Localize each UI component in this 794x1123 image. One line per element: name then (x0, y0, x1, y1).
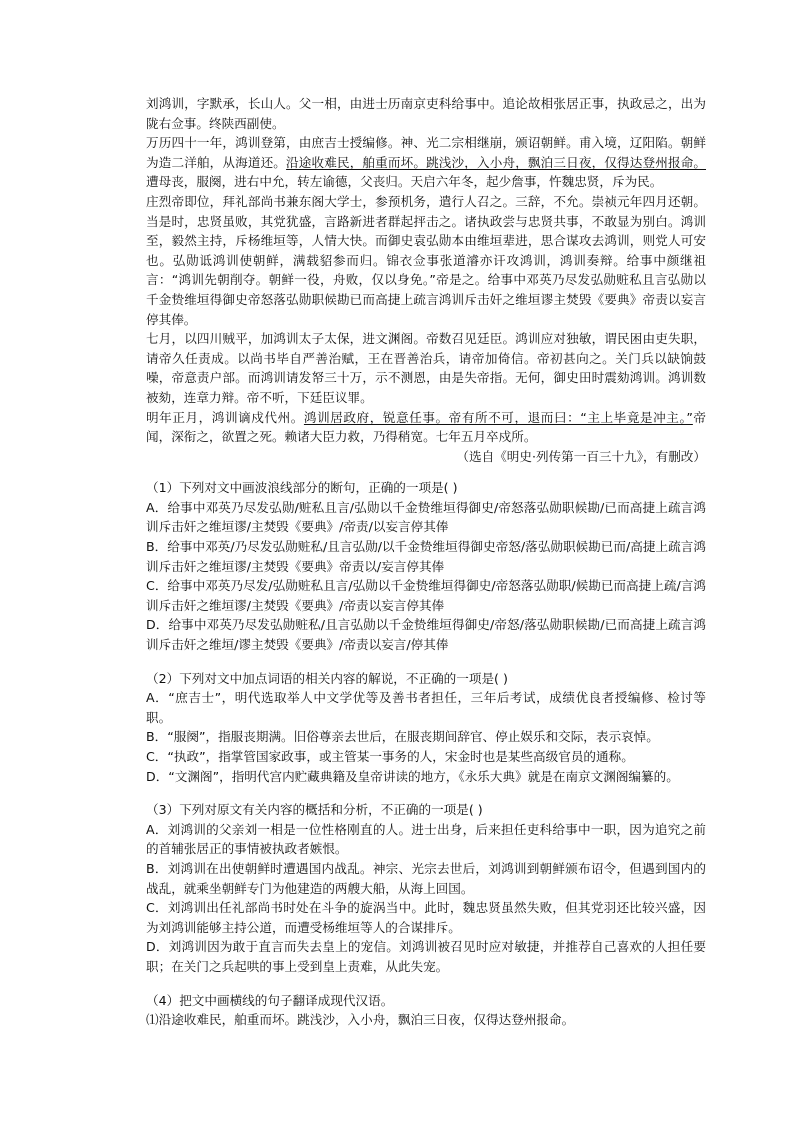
question-1-option-a: A．给事中邓英乃尽发弘勋/赃私且言/弘勋以千金贽维垣得御史/帝怒落弘勋职候勘/已而高捷上疏言鸿训斥击奸之维垣谬/主焚毁《要典》/帝责/以妄言停其俸 (146, 499, 706, 535)
passage-paragraph-5 (146, 408, 706, 447)
document-page (146, 94, 706, 1030)
question-2-title: （2）下列对文中加点词语的相关内容的解说，不正确的一项是( ) (146, 670, 508, 686)
passage-text: 帝闻，深衔之，欲置之死。赖诸大臣力救，乃得稍宽。七年五月卒戍所。 (146, 409, 707, 445)
passage-paragraph-4: 七月，以四川贼平，加鸿训太子太保，进文渊阁。帝数召见廷臣。鸿训应对独敏，谓民困由吏失职，请帝久任责成。以尚书毕自严善治赋，王在晋善治兵，请帝加倚信。帝初甚向之。关门兵以缺饷鼓噪，帝意责户部。而鸿训请发帑三十万，示不测恩，由是失帝指。无何，御史田时震劾鸿训。鸿训数被劾，连章力辩。帝不听，下廷臣议罪。 (146, 331, 706, 405)
question-1-option-b: B．给事中邓英/乃尽发弘勋赃私/且言弘勋/以千金贽维垣得御史帝怒/落弘勋职候勘已而/高捷上疏言鸿训斥击奸之维垣谬/主焚毁《要典》帝责以/妄言停其俸 (146, 539, 706, 574)
question-1-title: （1）下列对文中画波浪线部分的断句，正确的一项是( ) (146, 480, 458, 496)
passage-source: （选自《明史·列传第一百三十九》，有删改） (456, 448, 706, 464)
question-2-option-d: D．“文渊阁”，指明代宫内贮藏典籍及皇帝讲读的地方，《永乐大典》就是在南京文渊阁编纂的。 (146, 768, 679, 784)
underlined-sentence-1: 沿途收难民，舶重而坏。跳浅沙，入小舟，飘泊三日夜，仅得达登州报命。 (286, 154, 707, 170)
question-3-option-c: C．刘鸿训出任礼部尚书时处在斗争的旋涡当中。此时，魏忠贤虽然失败，但其党羽还比较兴盛，因为刘鸿训能够主持公道，而遭受杨维垣等人的合谋排斥。 (146, 900, 706, 935)
question-2-option-a: A．“庶吉士”，明代选取举人中文学优等及善书者担任，三年后考试，成绩优良者授编修、检讨等职。 (146, 690, 706, 725)
question-3-option-a: A．刘鸿训的父亲刘一相是一位性格刚直的人。进士出身，后来担任吏科给事中一职，因为追究之前的首辅张居正的事情被执政者嫉恨。 (146, 821, 706, 857)
passage-paragraph-2 (146, 133, 706, 192)
passage-text: 遭母丧，服阕，进右中允，转左谕德，父丧归。天启六年冬，起少詹事，忤魏忠贤，斥为民。 (146, 174, 663, 190)
question-1-option-c: C．给事中邓英乃尽发/弘勋赃私且言/弘勋以千金贽维垣得御史/帝怒落弘勋职/候勘已而高捷上疏/言鸿训斥击奸之维垣谬/主焚毁《要典》/帝责以妄言停其俸 (146, 578, 706, 613)
question-4-title: （4）把文中画横线的句子翻译成现代汉语。 (146, 992, 394, 1008)
question-2-option-c: C．“执政”，指掌管国家政事，或主管某一事务的人，宋金时也是某些高级官员的通称。 (146, 749, 634, 764)
passage-text: 明年正月，鸿训谪戍代州。 (146, 409, 304, 425)
question-3-title: （3）下列对原文有关内容的概括和分析，不正确的一项是( ) (146, 802, 483, 818)
passage-paragraph-3: 庄烈帝即位，拜礼部尚书兼东阁大学士，参预机务，遣行人召之。三辞，不允。崇祯元年四月还朝。当是时，忠贤虽败，其党犹盛，言路新进者群起抨击之。诸执政尝与忠贤共事，不敢显为别白。鸿训至，毅然主持，斥杨维垣等，人情大快。而御史袁弘勋本由维垣辈进，思合谋攻去鸿训，则党人可安也。弘勋诋鸿训使朝鲜，满载貂参而归。锦衣佥事张道濬亦讦攻鸿训，鸿训奏辩。给事中颜继祖言：“鸿训先朝削夺。朝鲜一役，舟败，仅以身免。”帝是之。给事中邓英乃尽发弘勋赃私且言弘勋以千金贽维垣得御史帝怒落弘勋职候勘已而高捷上疏言鸿训斥击奸之维垣谬主焚毁《要典》帝责以妄言停其俸。 (146, 193, 706, 327)
question-3-option-b: B．刘鸿训在出使朝鲜时遭遇国内战乱。神宗、光宗去世后，刘鸿训到朝鲜颁布诏令，但遇到国内的战乱，就乘坐朝鲜专门为他建造的两艘大船，从海上回国。 (146, 860, 706, 896)
underlined-sentence-2: 鸿训居政府，锐意任事。帝有所不可，退而曰：“主上毕竟是冲主。” (303, 409, 693, 425)
passage-paragraph-1: 刘鸿训，字默承，长山人。父一相，由进士历南京吏科给事中。追论故相张居正事，执政忌之，出为陇右佥事。终陕西副使。 (146, 96, 706, 131)
question-4-sentence-1: ⑴沿途收难民，舶重而坏。跳浅沙，入小舟，飘泊三日夜，仅得达登州报命。 (146, 1012, 575, 1028)
question-3-option-d: D．刘鸿训因为敢于直言而失去皇上的宠信。刘鸿训被召见时应对敏捷，并推荐自己喜欢的人担任要职；在关门之兵起哄的事上受到皇上责难，从此失宠。 (146, 939, 706, 974)
passage-text: 万历四十一年，鸿训登第，由庶吉士授编修。神、光二宗相继崩，颁诏朝鲜。甫入境，辽阳陷。朝鲜为造二洋舶，从海道还。 (146, 135, 706, 170)
question-2-option-b: B．“服阕”，指服丧期满。旧俗尊亲去世后，在服丧期间辞官、停止娱乐和交际，表示哀悼。 (146, 729, 659, 745)
question-1-option-d: D．给事中邓英乃尽发弘勋赃私/且言弘勋以千金贽维垣得御史/帝怒/落弘勋职候勘/已而高捷上疏言鸿训斥击奸之维垣/谬主焚毁《要典》/帝责以妄言/停其俸 (146, 617, 706, 653)
